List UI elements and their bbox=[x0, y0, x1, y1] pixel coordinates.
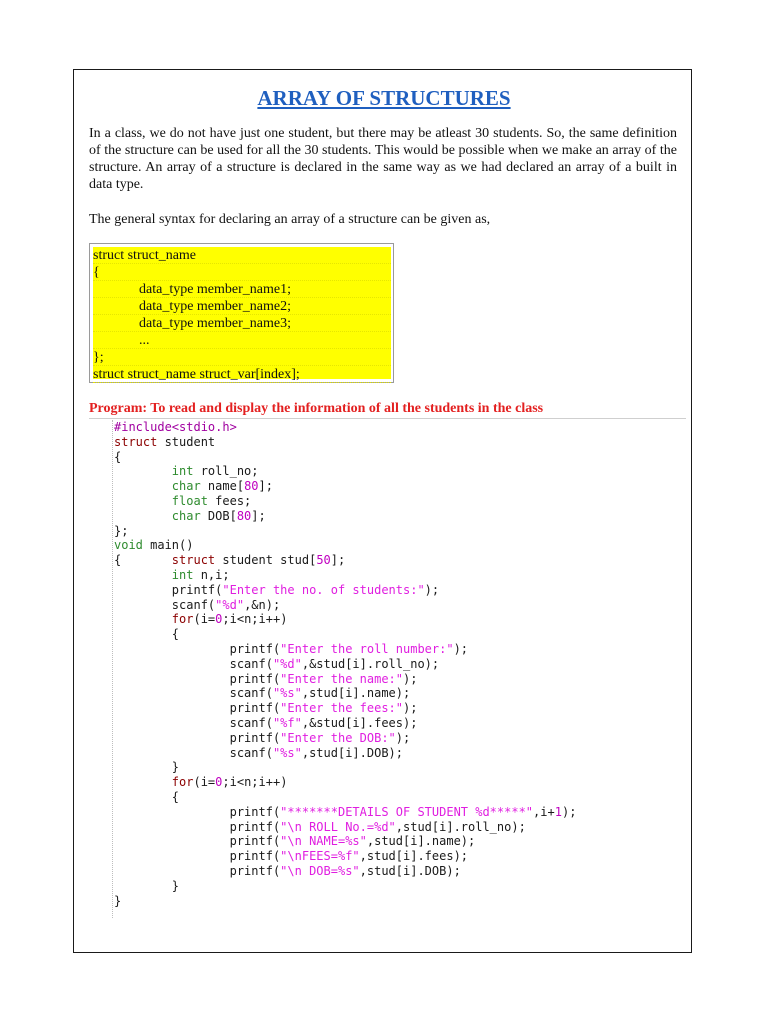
code-line bbox=[114, 820, 576, 835]
code-token: (i= bbox=[193, 775, 216, 790]
code-token: ;i<n;i++) bbox=[222, 775, 288, 790]
syntax-line: data_type member_name1; bbox=[93, 281, 391, 298]
code-token: printf( bbox=[114, 834, 281, 849]
code-line bbox=[114, 524, 576, 539]
code-token: } bbox=[114, 878, 180, 893]
code-token: } bbox=[114, 760, 180, 775]
code-token: scanf( bbox=[114, 715, 273, 730]
code-token: ,&stud[i].fees); bbox=[301, 715, 418, 730]
code-token: ,&n); bbox=[244, 597, 281, 612]
code-token: printf( bbox=[114, 819, 281, 834]
code-token: main() bbox=[142, 538, 194, 553]
code-token bbox=[114, 494, 172, 509]
code-token: 50 bbox=[316, 553, 331, 568]
code-token: student bbox=[157, 434, 216, 449]
code-token: "%d" bbox=[272, 656, 302, 671]
code-token: ,stud[i].name); bbox=[366, 834, 476, 849]
code-token: "Enter the no. of students:" bbox=[222, 582, 425, 597]
code-token: ); bbox=[403, 701, 418, 716]
code-token: char bbox=[171, 508, 201, 523]
code-token: (i= bbox=[193, 612, 216, 627]
syntax-line: }; bbox=[93, 349, 391, 366]
code-line bbox=[114, 790, 576, 805]
code-token: for bbox=[171, 775, 194, 790]
code-token: "\n DOB=%s" bbox=[280, 863, 360, 878]
code-token: ]; bbox=[258, 479, 273, 494]
code-line bbox=[114, 686, 576, 701]
code-token: "\nFEES=%f" bbox=[280, 849, 360, 864]
code-line bbox=[114, 731, 576, 746]
code-token: ,stud[i].fees); bbox=[359, 849, 469, 864]
code-token bbox=[114, 479, 172, 494]
code-token: 0 bbox=[215, 612, 223, 627]
code-token: "%s" bbox=[272, 745, 302, 760]
code-token: roll_no; bbox=[193, 464, 259, 479]
code-line bbox=[114, 716, 576, 731]
code-token: ); bbox=[424, 582, 440, 597]
code-token: n,i; bbox=[193, 567, 230, 582]
code-token: #include<stdio.h> bbox=[114, 420, 237, 434]
code-token: ,stud[i].name); bbox=[301, 686, 411, 701]
code-token: { bbox=[114, 627, 180, 642]
code-token: printf( bbox=[114, 641, 281, 656]
code-token: 1 bbox=[554, 804, 562, 819]
code-token: ,stud[i].DOB); bbox=[359, 863, 461, 878]
code-token: { bbox=[114, 449, 122, 464]
intro-paragraph-text: In a class, we do not have just one student, but there may be atleast 30 students. So, the same definition of the structure can be used for all the 30 students. This would be possible when we make an array of the structure. An array of a structure is declared in the same way as we had declared an array of a built in data type. bbox=[89, 126, 677, 192]
code-token: DOB[ bbox=[200, 508, 237, 523]
syntax-line: { bbox=[93, 264, 391, 281]
code-line bbox=[114, 834, 576, 849]
code-token: ); bbox=[453, 641, 469, 656]
code-token: float bbox=[171, 493, 208, 508]
code-token: ,&stud[i].roll_no); bbox=[301, 656, 440, 671]
code-token: }; bbox=[114, 523, 129, 538]
code-token: 80 bbox=[236, 508, 252, 523]
code-token: "Enter the roll number:" bbox=[280, 641, 454, 656]
code-line bbox=[114, 672, 576, 687]
code-token: printf( bbox=[114, 671, 281, 686]
code-line bbox=[114, 701, 576, 716]
code-token bbox=[114, 568, 172, 583]
program-heading: Program: To read and display the information of all the students in the class bbox=[89, 401, 544, 416]
code-token: scanf( bbox=[114, 686, 273, 701]
syntax-line: struct struct_name struct_var[index]; bbox=[93, 366, 391, 383]
code-line bbox=[114, 879, 576, 894]
code-token: printf( bbox=[114, 804, 281, 819]
code-token: ); bbox=[395, 730, 411, 745]
code-token: ,i+ bbox=[533, 804, 555, 819]
code-line bbox=[114, 450, 576, 465]
code-token: printf( bbox=[114, 730, 281, 745]
code-token: "%s" bbox=[272, 686, 302, 701]
code-token bbox=[114, 464, 172, 479]
code-line bbox=[114, 642, 576, 657]
code-token: fees; bbox=[207, 493, 252, 508]
code-token: struct bbox=[114, 434, 158, 449]
code-token: printf( bbox=[114, 849, 281, 864]
code-token: } bbox=[114, 893, 122, 908]
code-token: "*******DETAILS OF STUDENT %d*****" bbox=[280, 804, 534, 819]
syntax-line: data_type member_name3; bbox=[93, 315, 391, 332]
code-line bbox=[114, 657, 576, 672]
code-line bbox=[114, 864, 576, 879]
code-line bbox=[114, 612, 576, 627]
code-token: ); bbox=[403, 671, 418, 686]
code-token: ); bbox=[561, 804, 577, 819]
page-title: ARRAY OF STRUCTURES bbox=[257, 86, 511, 110]
code-gutter-line bbox=[112, 420, 113, 918]
code-token: "\n ROLL No.=%d" bbox=[280, 819, 396, 834]
code-line bbox=[114, 849, 576, 864]
syntax-box bbox=[89, 243, 394, 383]
code-token: "%f" bbox=[272, 715, 302, 730]
code-token: ,stud[i].DOB); bbox=[301, 745, 404, 760]
code-line bbox=[114, 583, 576, 598]
code-line bbox=[114, 894, 576, 909]
code-token: "\n NAME=%s" bbox=[280, 834, 367, 849]
code-line bbox=[114, 746, 576, 761]
code-line bbox=[114, 509, 576, 524]
code-line bbox=[114, 627, 576, 642]
code-line bbox=[114, 775, 576, 790]
intro-paragraph bbox=[89, 125, 677, 193]
code-token: ;i<n;i++) bbox=[222, 612, 288, 627]
code-token: { bbox=[114, 789, 180, 804]
code-line bbox=[114, 420, 576, 435]
program-divider bbox=[89, 418, 686, 419]
code-token: ]; bbox=[251, 508, 266, 523]
code-line bbox=[114, 760, 576, 775]
code-token bbox=[114, 775, 172, 790]
code-line bbox=[114, 598, 576, 613]
code-token: for bbox=[171, 612, 194, 627]
code-token: printf( bbox=[114, 582, 223, 597]
syntax-line: struct struct_name bbox=[93, 247, 391, 264]
code-token: int bbox=[171, 464, 194, 479]
code-line bbox=[114, 538, 576, 553]
syntax-intro-paragraph bbox=[89, 211, 677, 228]
code-line bbox=[114, 494, 576, 509]
code-line bbox=[114, 479, 576, 494]
syntax-line: data_type member_name2; bbox=[93, 298, 391, 315]
code-line bbox=[114, 464, 576, 479]
code-token: "Enter the name:" bbox=[280, 671, 403, 686]
code-token: { bbox=[114, 553, 172, 568]
code-token: printf( bbox=[114, 701, 281, 716]
code-token: ,stud[i].roll_no); bbox=[395, 819, 526, 834]
code-line bbox=[114, 435, 576, 450]
code-token bbox=[114, 612, 172, 627]
code-token: printf( bbox=[114, 863, 281, 878]
code-token: "Enter the DOB:" bbox=[280, 730, 396, 745]
code-token: struct bbox=[171, 553, 216, 568]
code-token: scanf( bbox=[114, 597, 216, 612]
code-token: name[ bbox=[200, 479, 245, 494]
syntax-intro-text: The general syntax for declaring an array of a structure can be given as, bbox=[89, 212, 491, 227]
syntax-highlight bbox=[93, 247, 391, 382]
syntax-line: ... bbox=[93, 332, 391, 349]
code-token: student stud[ bbox=[215, 553, 317, 568]
code-token: void bbox=[114, 538, 143, 553]
code-token: "%d" bbox=[215, 597, 245, 612]
code-token: scanf( bbox=[114, 745, 273, 760]
code-token: char bbox=[171, 479, 201, 494]
code-listing bbox=[114, 420, 576, 908]
code-token: ]; bbox=[330, 553, 346, 568]
code-line bbox=[114, 568, 576, 583]
code-token: "Enter the fees:" bbox=[280, 701, 403, 716]
code-token: 80 bbox=[244, 479, 259, 494]
code-token: 0 bbox=[215, 775, 223, 790]
code-line bbox=[114, 553, 576, 568]
code-token: scanf( bbox=[114, 656, 273, 671]
code-token: int bbox=[171, 567, 194, 582]
code-line bbox=[114, 805, 576, 820]
code-token bbox=[114, 509, 172, 524]
